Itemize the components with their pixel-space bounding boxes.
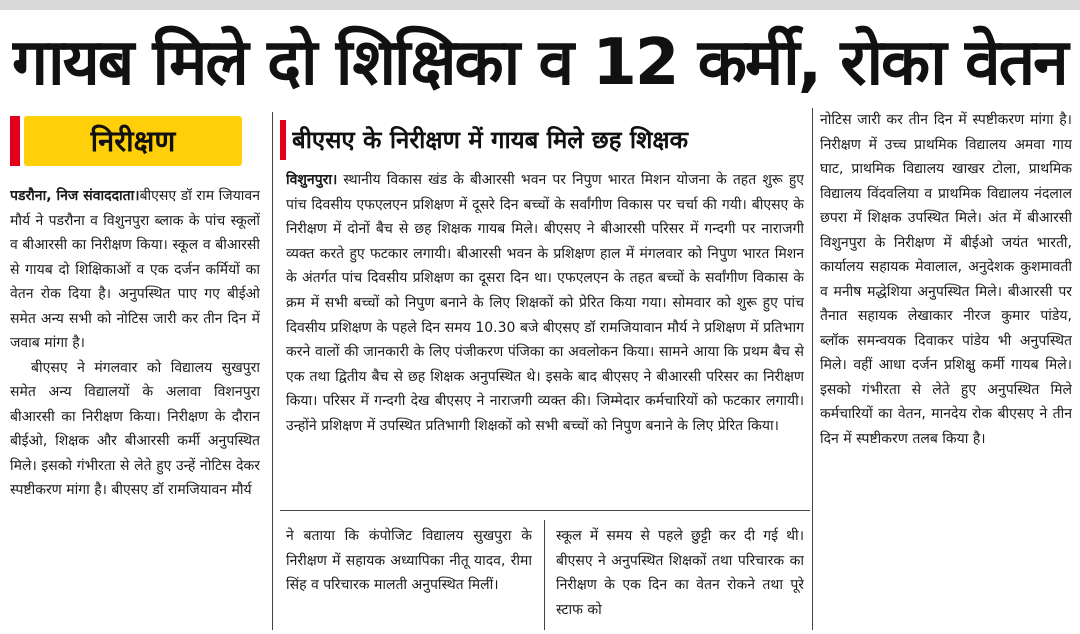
article-column-3 xyxy=(820,108,1072,630)
column-rule-left xyxy=(272,112,273,630)
column-rule-right xyxy=(812,108,813,630)
article-column-2-bottom-right xyxy=(556,524,804,630)
subhead-accent-bar xyxy=(280,120,286,160)
dateline: पडरौना, निज संवाददाता। xyxy=(10,188,140,204)
paragraph-3 xyxy=(286,168,804,439)
story-divider xyxy=(280,510,810,511)
article-column-1 xyxy=(10,184,260,630)
tag-accent-bar xyxy=(10,116,20,166)
dateline-2: विशुनपुरा। xyxy=(286,172,338,188)
paragraph-3-text: स्थानीय विकास खंड के बीआरसी भवन पर निपुण भारत मिशन योजना के तहत शुरू हुए पांच दिवसीय एफएलएन प्रशिक्षण में दूसरे दिन बच्चों के सर्वांगीण विकास पर चर्चा की गयी। बीएसए के निरीक्षण में दोनों बैच से छह शिक्षक गायब मिले। बीएसए ने बीआरसी परिसर में गन्दगी पर नाराजगी व्यक्त करते हुए फटकार लगायी। बीआरसी भवन के प्रशिक्षण हाल में मंगलवार को निपुण भारत मिशन के अंतर्गत पांच दिवसीय प्रशिक्षण का दूसरा दिन था। एफएलएन के तहत बच्चों के सर्वांगीण विकास के क्रम में सभी बच्चों को निपुण बनाने के लिए शिक्षकों को प्रेरित किया गया। सोमवार को शुरू हुए पांच दिवसीय प्रशिक्षण के पहले दिन समय 10.30 बजे बीएसए डॉ रामजियावान मौर्य ने प्रशिक्षण में प्रतिभाग करने वालों की जानकारी के लिए पंजीकरण पंजिका का अवलोकन किया। सामने आया कि प्रथम बैच से एक तथा द्वितीय बैच से छह शिक्षक अनुपस्थित थे। इसके बाद बीएसए ने बीआरसी परिसर का निरीक्षण किया। परिसर में गन्दगी देख बीएसए ने नाराजगी व्यक्त की। जिम्मेदार कर्मचारियों को फटकार लगायी। उन्होंने प्रशिक्षण में उपस्थित प्रतिभागी शिक्षकों को सभी बच्चों को निपुण बनाने के लिए प्रेरित किया। xyxy=(286,172,804,434)
column-rule-bottom-mid xyxy=(544,520,545,630)
sub-headline: बीएसए के निरीक्षण में गायब मिले छह शिक्षक xyxy=(292,126,689,154)
headline: गायब मिले दो शिक्षिका व 12 कर्मी, रोका वेतन xyxy=(12,26,1067,100)
paragraph-4: ने बताया कि कंपोजिट विद्यालय सुखपुरा के निरीक्षण में सहायक अध्यापिका नीतू यादव, रीमा सिंह व परिचारक मालती अनुपस्थित मिलीं। xyxy=(286,528,532,593)
top-edge-strip xyxy=(0,0,1080,10)
article-column-2-bottom-left xyxy=(286,524,532,630)
paragraph-1 xyxy=(10,184,260,356)
paragraph-5: स्कूल में समय से पहले छुट्टी कर दी गई थी। बीएसए ने अनुपस्थित शिक्षकों तथा परिचारक का निरीक्षण के एक दिन का वेतन रोकने तथा पूरे स्टाफ को xyxy=(556,528,804,618)
paragraph-2: बीएसए ने मंगलवार को विद्यालय सुखपुरा समेत अन्य विद्यालयों के अलावा विशनपुरा बीआरसी का निरीक्षण किया। निरीक्षण के दौरान बीईओ, शिक्षक और बीआरसी कर्मी अनुपस्थित मिले। इसको गंभीरता से लेते हुए उन्हें नोटिस देकर स्पष्टीकरण मांगा है। बीएसए डॉ रामजियावन मौर्य xyxy=(10,359,260,498)
article-column-2-top xyxy=(286,168,804,502)
section-tag: निरीक्षण xyxy=(24,116,242,166)
paragraph-1-text: बीएसए डॉ राम जियावन मौर्य ने पडरौना व विशुनपुरा ब्लाक के पांच स्कूलों व बीआरसी का निरीक्षण किया। स्कूल व बीआरसी से गायब दो शिक्षिकाओं व एक दर्जन कर्मियों का वेतन रोक दिया है। अनुपस्थित पाए गए बीईओ समेत अन्य सभी को नोटिस जारी कर तीन दिन में जवाब मांगा है। xyxy=(10,188,260,351)
paragraph-6: नोटिस जारी कर तीन दिन में स्पष्टीकरण मांगा है। निरीक्षण में उच्च प्राथमिक विद्यालय अमवा गाय घाट, प्राथमिक विद्यालय खाखर टोला, प्राथमिक विद्यालय विंदवलिया व प्राथमिक विद्यालय नंदलाल छपरा में शिक्षक उपस्थित मिले। अंत में बीआरसी विशुनपुरा के निरीक्षण में बीईओ जयंत भारती, कार्यालय सहायक मेवालाल, अनुदेशक कुशमावती व मनीष मद्धेशिया अनुपस्थित मिले। बीआरसी पर तैनात सहायक लेखाकार नीरज कुमार पांडेय, ब्लॉक समन्वयक दिवाकर पांडेय भी अनुपस्थित मिले। वहीं आधा दर्जन प्रशिक्षु कर्मी गायब मिले। इसको गंभीरता से लेते हुए अनुपस्थित मिले कर्मचारियों का वेतन, मानदेय रोक बीएसए ने तीन दिन में स्पष्टीकरण तलब किया है। xyxy=(820,112,1072,447)
